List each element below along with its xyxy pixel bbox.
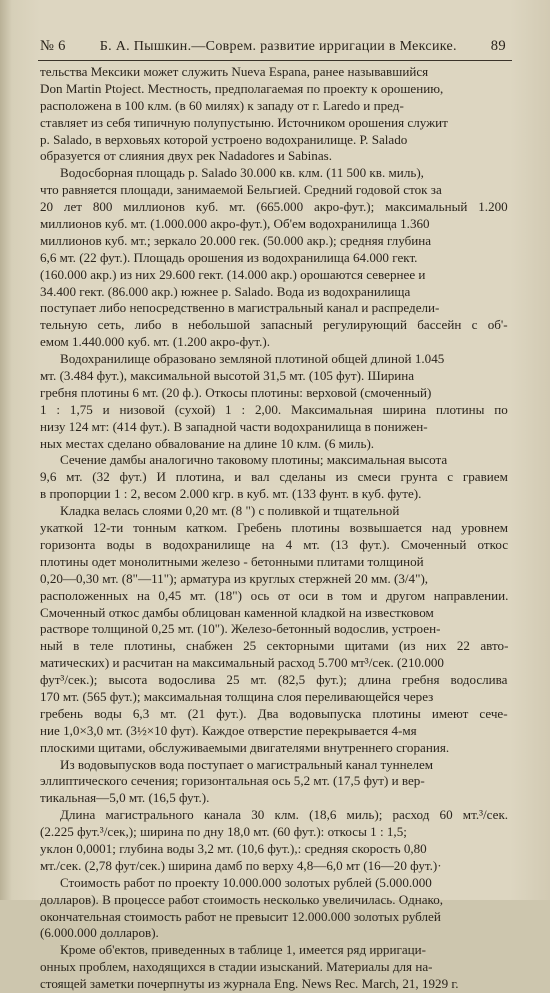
text-line: что равняется площади, занимаемой Бельгией. Средний годовой сток за — [40, 182, 442, 198]
text-line: горизонта воды в водохранилище на 4 мт. (13 фут.). Смоченный откос — [40, 536, 508, 552]
text-line: Из водовыпусков вода поступает о магистральный канал туннелем — [60, 756, 434, 772]
text-line: Длина магистрального канала 30 клм. (18,6 миль); расход 60 мт.³/сек. — [60, 807, 508, 823]
text-line: тикальная—5,0 мт. (16,5 фут.). — [40, 790, 210, 806]
paragraph — [40, 503, 508, 756]
text-line: 9,6 мт. (32 фут.) И плотина, и вал сделаны из смеси грунта с гравием — [40, 469, 508, 485]
text-line: стоящей заметки почерпнуты из журнала Eng. News Rec. March, 21, 1929 г. — [40, 976, 459, 992]
text-line: образуется от слияния двух рек Nadadores и Sabinas. — [40, 148, 333, 164]
text-line: Стоимость работ по проекту 10.000.000 золотых рублей (5.000.000 — [60, 874, 432, 890]
text-line: (2.225 фут.³/сек,); ширина по дну 18,0 мт. (60 фут.): откосы 1 : 1,5; — [40, 824, 407, 840]
text-line: плоскими щитами, обслуживаемыми двигателями внутреннего сгорания. — [40, 739, 450, 755]
text-line: Сечение дамбы аналогично таковому плотины; максимальная высота — [60, 452, 448, 468]
text-line: р. Salado, в верховьях которой устроено водохранилище. Р. Salado — [40, 131, 408, 147]
text-line: тельства Мексики может служить Nueva Espana, ранее называвшийся — [40, 64, 429, 79]
text-line: ставляет из себя типичную полупустыню. Источником орошения служит — [40, 114, 448, 130]
text-line: миллионов куб. мт. (1.000.000 акро-фут.), Об'ем водохранилища 1.360 — [40, 216, 430, 232]
text-line: долларов). В процессе работ стоимость несколько увеличилась. Однако, — [40, 891, 444, 907]
text-line: миллионов куб. мт.; зеркало 20.000 гек. (50.000 акр.); средняя глубина — [40, 232, 432, 248]
text-line: 20 лет 800 миллионов куб. мт. (665.000 акро-фут.); максимальный 1.200 — [40, 199, 508, 215]
text-line: ние 1,0×3,0 мт. (3½×10 фут). Каждое отверстие перекрывается 4-мя — [40, 722, 417, 738]
text-line: Смоченный откос дамбы облицован каменной кладкой на известковом — [40, 604, 434, 620]
text-line: Don Martin Ptoject. Местность, предполагаемая по проекту к орошению, — [40, 80, 444, 96]
text-line: низу 124 мт: (414 фут.). В западной части водохранилища в понижен- — [40, 418, 428, 434]
text-line: гребень воды 6,3 мт. (21 фут.). Два водовыпуска плотины имеют сече- — [40, 705, 508, 721]
text-line: эллиптического сечения; горизонтальная ось 5,2 мт. (17,5 фут) и вер- — [40, 773, 425, 789]
text-line: (6.000.000 долларов). — [40, 925, 159, 941]
text-line: Кроме об'ектов, приведенных в таблице 1, имеется ряд ирригаци- — [60, 942, 427, 958]
running-header — [40, 38, 506, 55]
text-line: матических) и расчитан на максимальный расход 5.700 мт³/сек. (210.000 — [40, 655, 444, 671]
text-line: расположена в 100 клм. (в 60 милях) к западу от г. Laredo и пред- — [40, 97, 404, 113]
paragraph — [40, 942, 508, 993]
text-line: растворе толщиной 0,25 мт. (10"). Железо-бетонный водослив, устроен- — [40, 621, 441, 637]
text-line: гребня плотины 6 мт. (20 ф.). Откосы плотины: верховой (смоченный) — [40, 384, 432, 400]
text-line: ный в теле плотины, снабжен 25 секторными щитами (из них 22 авто- — [40, 638, 508, 654]
text-line: в пропорции 1 : 2, весом 2.000 кгр. в куб. мт. (133 фунт. в куб. футе). — [40, 486, 422, 502]
text-line: Водосборная площадь р. Salado 30.000 кв. клм. (11 500 кв. миль), — [60, 165, 424, 181]
paragraph — [40, 757, 508, 808]
text-line: мт./сек. (2,78 фут/сек.) ширина дамб по верху 4,8—6,0 мт (16—20 фут.)· — [40, 857, 442, 873]
page-number: 89 — [490, 38, 506, 54]
text-line: расположенных на 0,45 мт. (18") ось от оси в том и другом направлении. — [40, 587, 508, 603]
text-line: 6,6 мт. (22 фут.). Площадь орошения из водохранилища 64.000 гект. — [40, 249, 418, 265]
paragraph — [40, 64, 508, 165]
text-line: фут³/сек.); высота водослива 25 мт. (82,5 фут.); длина гребня водослива — [40, 672, 508, 688]
text-line: емом 1.440.000 куб. мт. (1.200 акро-фут.). — [40, 334, 271, 350]
text-line: ных местах сделано обвалование на длине 10 клм. (6 миль). — [40, 435, 375, 451]
text-line: Водохранилище образовано земляной плотиной общей длиной 1.045 — [60, 351, 445, 367]
text-line: 34.400 гект. (86.000 акр.) южнее р. Salado. Вода из водохранилища — [40, 283, 411, 299]
paragraph — [40, 165, 508, 351]
text-line: тельную сеть, либо в небольшой запасный регулирующий бассейн с об'- — [40, 317, 508, 333]
paragraph — [40, 807, 508, 875]
text-line: мт. (3.484 фут.), максимальной высотой 31,5 мт. (105 фут). Ширина — [40, 368, 415, 384]
paragraph — [40, 875, 508, 943]
text-line: (160.000 акр.) из них 29.600 гект. (14.000 акр.) орошаются севернее и — [40, 266, 426, 282]
paragraph — [40, 351, 508, 452]
text-line: плотины одет монолитными железо - бетонными плитами толщиной — [40, 553, 424, 569]
text-line: уклон 0,0001; глубина воды 3,2 мт. (10,6 фут.),: средняя скорость 0,80 — [40, 840, 427, 856]
text-line: поступает либо непосредственно в магистральный канал и распредели- — [40, 300, 440, 316]
issue-number: № 6 — [40, 38, 66, 54]
text-line: 1 : 1,75 и низовой (сухой) 1 : 2,00. Максимальная ширина плотины по — [40, 401, 508, 417]
text-line: Кладка велась слоями 0,20 мт. (8 ") с поливкой и тщательной — [60, 503, 400, 519]
header-rule — [38, 60, 512, 61]
article-body — [40, 64, 508, 993]
text-line: 170 мт. (565 фут.); максимальная толщина слоя переливающейся через — [40, 688, 434, 704]
text-line: 0,20—0,30 мт. (8"—11"); арматура из круглых стержней 20 мм. (3/4"), — [40, 570, 429, 586]
text-line: онных проблем, находящихся в стадии изысканий. Материалы для на- — [40, 959, 433, 975]
text-line: окончательная стоимость работ не превысит 12.000.000 золотых рублей — [40, 908, 441, 924]
text-line: укаткой 12-ти тонным катком. Гребень плотины возвышается над уровнем — [40, 520, 508, 536]
paragraph — [40, 452, 508, 503]
running-title: Б. А. Пышкин.—Соврем. развитие ирригации в Мексике. — [99, 39, 457, 54]
